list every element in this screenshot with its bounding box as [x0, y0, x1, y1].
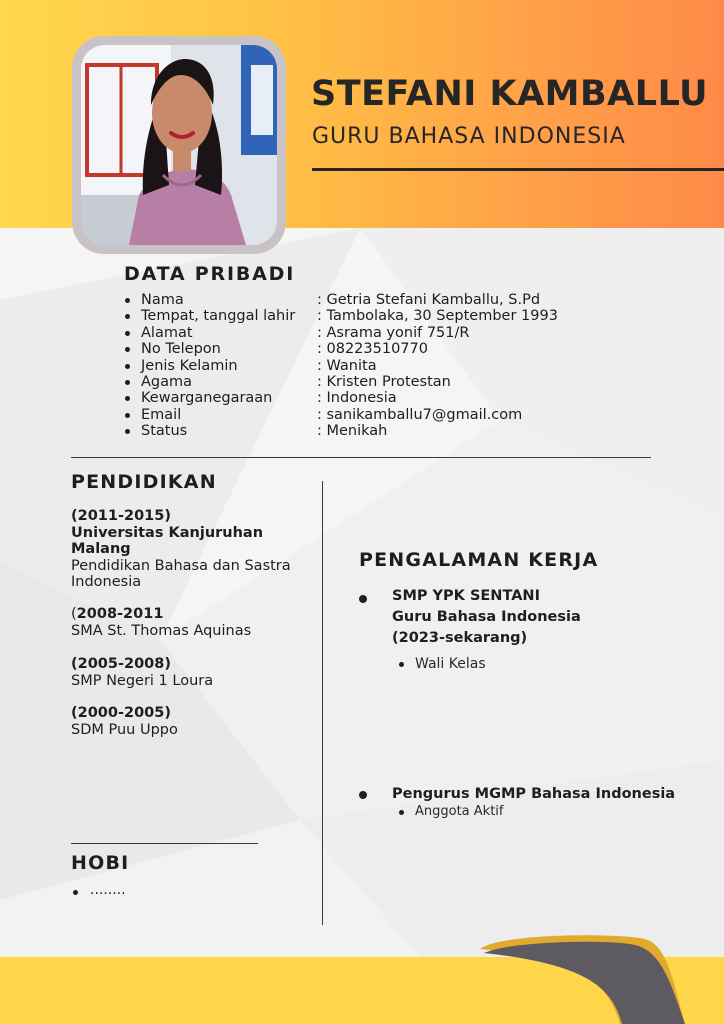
- list-item: [119, 308, 639, 324]
- bullet-icon: [399, 662, 404, 667]
- person-name: STEFANI KAMBALLU: [311, 74, 709, 114]
- bullet-icon: [125, 380, 130, 385]
- section-title-data-pribadi: DATA PRIBADI: [124, 263, 296, 285]
- list-item: [119, 292, 639, 308]
- field-value: : sanikamballu7@gmail.com: [317, 406, 523, 423]
- header-rule: [312, 168, 724, 171]
- field-label: Alamat: [141, 324, 193, 341]
- list-item: [119, 407, 639, 423]
- bullet-icon: [125, 347, 130, 352]
- bullet-icon: [399, 810, 404, 815]
- bullet-icon: [125, 396, 130, 401]
- field-value: : Wanita: [317, 357, 377, 374]
- bullet-icon: [125, 413, 130, 418]
- field-label: Tempat, tanggal lahir: [141, 308, 296, 325]
- decorative-ribbon: [470, 935, 724, 1024]
- section-divider: [71, 457, 651, 458]
- job-title: GURU BAHASA INDONESIA: [312, 124, 626, 149]
- education-years: 2008-2011: [76, 606, 164, 622]
- education-entry: [71, 606, 311, 639]
- list-item: [119, 423, 639, 439]
- education-years: (2005-2008): [71, 656, 171, 672]
- education-school: Universitas Kanjuruhan Malang: [71, 524, 264, 557]
- job-place: SMP YPK SENTANI: [392, 588, 540, 604]
- field-label: No Telepon: [141, 341, 221, 358]
- section-title-pengalaman-kerja: PENGALAMAN KERJA: [359, 549, 599, 571]
- field-label: Nama: [141, 292, 184, 308]
- hobby-text: ........: [90, 882, 126, 898]
- field-value: : 08223510770: [317, 341, 428, 358]
- field-value: : Getria Stefani Kamballu, S.Pd: [317, 292, 541, 308]
- list-item: [119, 325, 639, 341]
- job-place: Pengurus MGMP Bahasa Indonesia: [392, 786, 676, 802]
- hobi-divider: [71, 843, 258, 844]
- field-value: : Kristen Protestan: [317, 373, 451, 390]
- list-item: [119, 358, 639, 374]
- bullet-icon: [125, 314, 130, 319]
- job-role: Guru Bahasa Indonesia (2023-sekarang): [392, 609, 581, 646]
- field-label: Email: [141, 406, 182, 423]
- job-duty-text: Wali Kelas: [415, 656, 486, 672]
- bullet-icon: [125, 364, 130, 369]
- field-value: : Asrama yonif 751/R: [317, 324, 470, 341]
- bullet-icon: [125, 331, 130, 336]
- education-detail: SMP Negeri 1 Loura: [71, 672, 214, 689]
- field-value: : Tambolaka, 30 September 1993: [317, 308, 558, 325]
- education-years-prefix: (: [71, 606, 77, 622]
- education-entry: [71, 705, 311, 738]
- job-duty-text: Anggota Aktif: [415, 804, 504, 819]
- field-value: : Menikah: [317, 423, 388, 440]
- field-label: Kewarganegaraan: [141, 390, 273, 407]
- bullet-icon: [359, 595, 367, 603]
- bullet-icon: [125, 429, 130, 434]
- education-entry: [71, 508, 311, 591]
- profile-photo: [81, 45, 277, 245]
- education-detail: SDM Puu Uppo: [71, 721, 178, 738]
- education-years: (2000-2005): [71, 705, 171, 721]
- education-detail: SMA St. Thomas Aquinas: [71, 622, 252, 639]
- bullet-icon: [359, 791, 367, 799]
- personal-data-list: [119, 292, 639, 440]
- section-title-hobi: HOBI: [71, 852, 130, 874]
- field-value: : Indonesia: [317, 390, 397, 407]
- list-item: [119, 374, 639, 390]
- bullet-icon: [125, 298, 130, 303]
- list-item: [119, 341, 639, 357]
- section-title-pendidikan: PENDIDIKAN: [71, 471, 217, 493]
- education-detail: Pendidikan Bahasa dan Sastra Indonesia: [71, 557, 291, 590]
- field-label: Agama: [141, 373, 193, 390]
- column-divider: [322, 481, 323, 925]
- education-years: (2011-2015): [71, 508, 171, 524]
- education-entry: [71, 656, 311, 689]
- field-label: Status: [141, 423, 188, 440]
- bullet-icon: [73, 890, 78, 895]
- list-item: [119, 390, 639, 406]
- field-label: Jenis Kelamin: [141, 357, 238, 374]
